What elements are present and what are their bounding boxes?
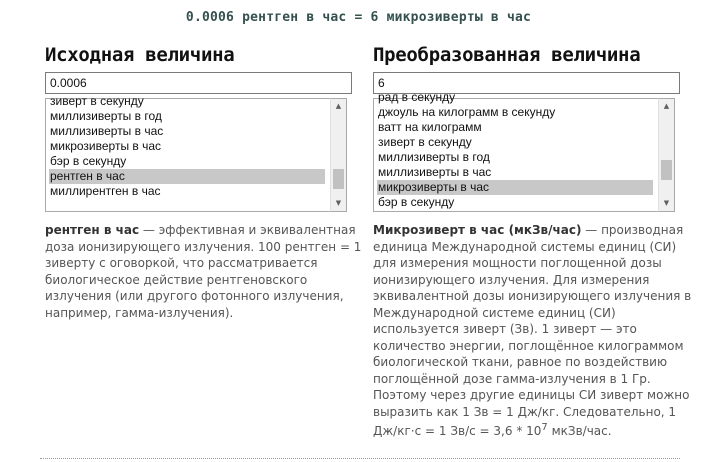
list-item-selected[interactable]: микрозиверты в час — [377, 180, 653, 195]
list-item-partial[interactable]: рад в секунду — [378, 90, 456, 104]
list-item[interactable]: миллизиверты в год — [50, 109, 162, 123]
triangle-up-icon[interactable]: ▲ — [335, 102, 342, 110]
source-heading: Исходная величина — [45, 44, 235, 66]
list-item-selected[interactable]: рентген в час — [49, 169, 325, 184]
triangle-up-icon[interactable]: ▲ — [663, 102, 670, 110]
triangle-down-icon[interactable]: ▼ — [335, 199, 342, 207]
list-item[interactable]: бэр в секунду — [50, 154, 127, 168]
description-term: Микрозиверт в час (мкЗв/час) — [373, 223, 582, 237]
description-tail: мкЗв/час. — [547, 424, 612, 438]
list-item[interactable]: миллизиверты в год — [378, 150, 490, 164]
target-column — [373, 42, 693, 440]
list-item[interactable]: ватт на килограмм — [378, 120, 482, 134]
source-unit-list[interactable] — [45, 94, 330, 212]
list-item[interactable]: микрозиверты в час — [50, 139, 162, 153]
list-item[interactable]: джоуль на килограмм в секунду — [378, 105, 556, 119]
source-list-scrollbar[interactable] — [330, 98, 347, 212]
footer-divider — [40, 458, 680, 459]
list-item[interactable]: миллирентген в час — [50, 184, 161, 198]
list-item[interactable]: миллизиверты в час — [378, 165, 492, 179]
source-column — [45, 42, 365, 321]
list-item[interactable]: бэр в секунду — [378, 195, 455, 209]
list-item[interactable]: зиверт в секунду — [378, 135, 472, 149]
description-body: — эффективная и эквивалентная доза ионизирующего излучения. 100 рентген = 1 зиверту с оговоркой, что рассматривается биологическое действие рентгеновского излучения (или другого фотонного излучения, например, гамма-излучения). — [45, 223, 362, 320]
description-exponent: 7 — [541, 422, 548, 433]
list-item[interactable]: зиверт в секунду — [50, 94, 144, 108]
target-description — [373, 222, 693, 440]
target-unit-list[interactable] — [373, 90, 658, 212]
list-item[interactable]: миллизиверты в час — [50, 124, 164, 138]
target-list-scrollbar[interactable] — [658, 98, 675, 212]
source-description — [45, 222, 365, 321]
target-heading: Преобразованная величина — [373, 44, 641, 66]
triangle-down-icon[interactable]: ▼ — [663, 199, 670, 207]
description-term: рентген в час — [45, 223, 140, 237]
scroll-thumb[interactable] — [661, 160, 672, 180]
conversion-result: 0.0006 рентген в час = 6 микрозиверты в час — [185, 10, 532, 25]
source-value-input[interactable] — [45, 72, 352, 94]
description-body: — производная единица Международной системы единиц (СИ) для измерения мощности поглощенной дозы ионизирующего излучения. Для измерения эквивалентной дозы ионизирующего излучения в Международной системе единиц (СИ) используется зиверт (Зв). 1 зиверт — это количество энергии, поглощённое килограммом биологической ткани, равное по воздействию поглощённой дозе гамма-излучения в 1 Гр. Поэтому через другие единицы СИ зиверт можно выразить как 1 Зв = 1 Дж/кг. Следовательно, 1 Дж/кг·с = 1 Зв/с = 3,6 * 10 — [373, 223, 692, 438]
scroll-thumb[interactable] — [333, 169, 344, 189]
